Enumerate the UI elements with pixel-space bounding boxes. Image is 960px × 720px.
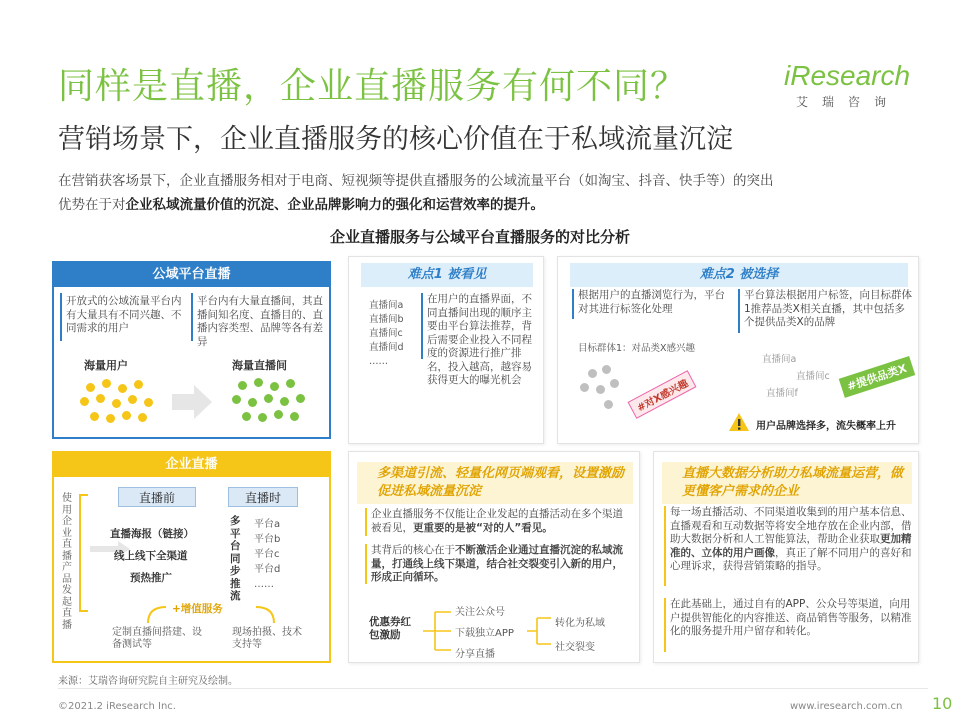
incentive-label: 优惠券红包激励 [369, 616, 411, 641]
before-item: 线上线下全渠道 [114, 550, 188, 562]
multichannel-p2-text: 其背后的核心在于 [371, 544, 455, 556]
during-live-pill: 直播时 [228, 487, 298, 507]
bigdata-title: 直播大数据分析助力私域流量运营，做更懂客户需求的企业 [662, 462, 912, 504]
page-number: 10 [932, 694, 953, 713]
difficulty2-title: 难点2 被选择 [570, 263, 908, 287]
before-live-pill: 直播前 [118, 487, 196, 507]
intro-line1: 在营销获客场景下，企业直播服务相对于电商、短视频等提供直播服务的公域流量平台（如淘宝、抖音、快手等）的突出 [58, 173, 774, 189]
multi-platform-label: 多平台同步推流 [230, 515, 241, 602]
platform-item: …… [254, 579, 274, 590]
target-group-label: 目标群体1：对品类X感兴趣 [578, 343, 696, 354]
branch-right-icon [527, 614, 553, 648]
interest-tag: #对X感兴趣 [628, 370, 697, 419]
warning-icon [728, 412, 750, 432]
result-item: 转化为私域 [555, 618, 605, 629]
value-added-label: +增值服务 [172, 603, 223, 615]
warning-text: 用户品牌选择多，流失概率上升 [756, 421, 896, 432]
branch-left-icon [421, 608, 455, 654]
intro-line2-bold: 企业私域流量价值的沉淀、企业品牌影响力的强化和运营效率的提升。 [125, 197, 544, 213]
platform-item: 平台a [254, 519, 281, 530]
intro-line2: 优势在于对 [58, 197, 126, 213]
bigdata-p1-text: 每一场直播活动、不同渠道收集到的用户基本信息、直播观看和互动数据等将安全地存放在企业内部，借助大数据分析和人工智能算法，帮助企业获取 [670, 506, 912, 545]
product-tag: #提供品类X [839, 356, 915, 398]
multichannel-p1-bold: 更重要的是被“对的人”看见。 [413, 521, 553, 534]
platform-list [254, 517, 280, 592]
room-item: 直播间c [369, 328, 403, 339]
bigdata-p1-tail: ，真正了解不同用户的喜好和心理诉求，获得营销策略的指导。 [670, 546, 912, 572]
public-platform-panel [52, 261, 331, 439]
service-left: 定制直播间搭建、设备测试等 [112, 627, 202, 650]
intro-paragraph [58, 169, 918, 217]
difficulty2-panel [557, 256, 919, 444]
action-item: 分享直播 [455, 649, 495, 660]
copyright: ©2021.2 iResearch Inc. [58, 701, 176, 712]
difficulty1-text: 在用户的直播界面，不同直播间出现的顺序主要由平台算法推荐，背后需要企业投入不同程度的资源进行推广排名，投入越高，越容易获得更大的曝光机会 [427, 293, 532, 386]
enterprise-vertical-label: 使用企业直播产品发起直播 [62, 493, 72, 631]
massive-users-label: 海量用户 [84, 359, 128, 372]
platform-item: 平台b [254, 534, 281, 545]
room-item: 直播间a [369, 300, 404, 311]
bigdata-p1-bold: 更加精准的、立体的用户画像 [670, 533, 912, 559]
enterprise-header: 企业直播 [54, 453, 329, 477]
bigdata-p1 [670, 506, 914, 574]
multichannel-panel [348, 451, 640, 663]
multichannel-p2 [371, 544, 633, 585]
logo-subtitle: 艾瑞咨询 [796, 95, 901, 109]
before-live-list [110, 523, 194, 589]
result-item: 社交裂变 [555, 642, 595, 653]
website-url[interactable]: www.iresearch.com.cn [790, 701, 903, 712]
multichannel-p1 [371, 508, 633, 535]
bigdata-p2: 在此基础上，通过自有的APP、公众号等渠道，向用户提供智能化的内容推送、商品销售等服务，以精准化的服务提升用户留存和转化。 [670, 598, 912, 637]
platform-item: 平台d [254, 564, 281, 575]
room-item: 直播间b [369, 314, 404, 325]
room-item: 直播间a [762, 354, 797, 365]
service-right: 现场拍摄、技术支持等 [232, 627, 302, 650]
footer-divider [58, 688, 928, 689]
bracket-icon [76, 493, 90, 613]
source-note: 来源：艾瑞咨询研究院自主研究及绘制。 [58, 676, 238, 687]
room-item: 直播间d [369, 342, 404, 353]
multichannel-p1-text: 企业直播服务不仅能让企业发起的直播活动在多个渠道被看见， [371, 508, 623, 534]
logo: iResearch [784, 60, 911, 91]
difficulty2-tagging-text: 根据用户的直播浏览行为，平台对其进行标签化处理 [578, 289, 725, 315]
result-list [555, 612, 605, 660]
room-item: …… [369, 356, 388, 367]
difficulty1-room-list [369, 299, 404, 369]
page-title: 同样是直播，企业直播服务有何不同？ [58, 66, 688, 107]
before-item: 预热推广 [130, 572, 172, 584]
bigdata-panel [653, 451, 919, 663]
arrow-right-icon [172, 385, 212, 419]
action-list [455, 602, 514, 665]
room-item: 直播间f [766, 388, 798, 399]
action-item: 下载独立APP [455, 628, 514, 639]
public-users-text: 开放式的公域流量平台内有大量具有不同兴趣、不同需求的用户 [66, 295, 182, 334]
enterprise-panel [52, 451, 331, 663]
platform-item: 平台c [254, 549, 280, 560]
difficulty2-recommend-text: 平台算法根据用户标签，向目标群体1推荐品类X相关直播，其中包括多个提供品类X的品牌 [744, 289, 912, 328]
massive-rooms-label: 海量直播间 [232, 359, 287, 372]
section-heading: 企业直播服务与公域平台直播服务的对比分析 [329, 228, 630, 246]
action-item: 关注公众号 [455, 607, 505, 618]
multichannel-title: 多渠道引流、轻量化网页端观看，设置激励促进私域流量沉淀 [357, 462, 633, 504]
page-subtitle: 营销场景下，企业直播服务的核心价值在于私域流量沉淀 [58, 124, 733, 155]
before-item: 直播海报（链接） [110, 528, 194, 540]
room-item: 直播间c [796, 371, 830, 382]
public-rooms-text: 平台内有大量直播间，其直播间知名度、直播目的、直播内容类型、品牌等各有差异 [197, 295, 323, 348]
difficulty1-panel [348, 256, 544, 444]
multichannel-p2-bold: 不断激活企业通过直播沉淀的私域流量，打通线上线下渠道，结合社交裂变引入新的用户，形成正向循环。 [371, 544, 623, 583]
difficulty1-title: 难点1 被看见 [361, 263, 533, 287]
public-platform-header: 公域平台直播 [54, 263, 329, 287]
